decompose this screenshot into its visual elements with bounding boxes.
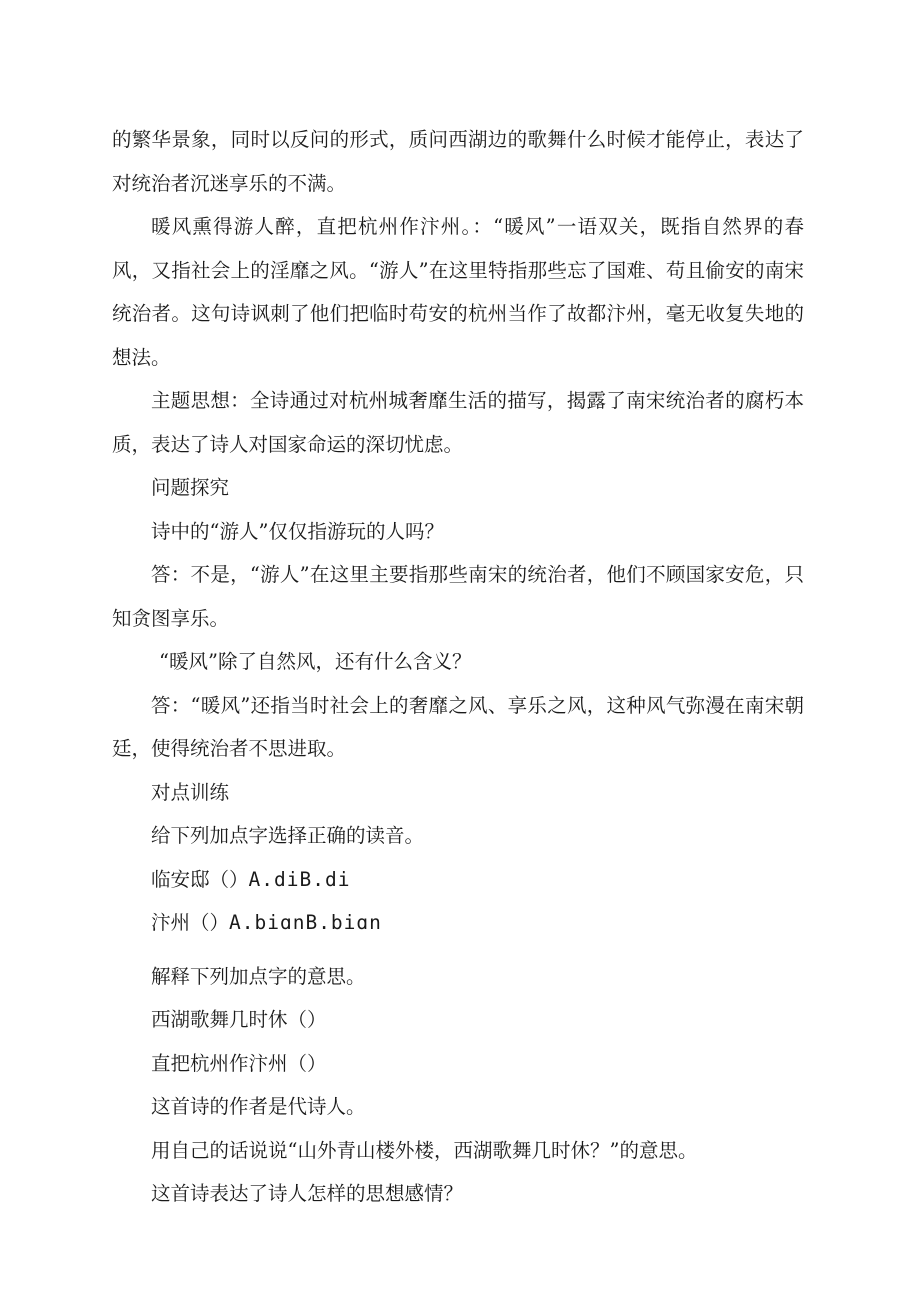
exercise-2-item-1: 西湖歌舞几时休（） (151, 1008, 327, 1031)
exercise-1-item-1-options: A.diB.di (248, 867, 351, 891)
answer-1: 答：不是，“游人”在这里主要指那些南宋的统治者，他们不顾国家安危，只知贪图享乐。 (112, 563, 804, 630)
paragraph-warm-wind-analysis: 暖风熏得游人醉，直把杭州作汴州。：“暖风”一语双关，既指自然界的春风，又指社会上的淫靡之风。“游人”在这里特指那些忘了国难、苟且偷安的南宋统治者。这句诗讽刺了他们把临时苟安的杭州当作了故都汴州，毫无收复失地的想法。 (112, 215, 804, 369)
exercise-4: 用自己的话说说“山外青山楼外楼，西湖歌舞几时休？”的意思。 (151, 1138, 698, 1162)
question-1: 诗中的“游人”仅仅指游玩的人吗？ (151, 519, 444, 543)
exercise-1-item-1-label: 临安邸（） (151, 867, 249, 891)
exercise-1-title: 给下列加点字选择正确的读音。 (151, 824, 425, 847)
section-heading-practice: 对点训练 (151, 780, 230, 804)
exercise-2-title: 解释下列加点字的意思。 (151, 964, 366, 988)
exercise-1-item-2-label: 汴州（） (151, 911, 230, 934)
exercise-3: 这首诗的作者是代诗人。 (151, 1095, 366, 1118)
document-body (112, 118, 804, 1216)
question-2: “暖风”除了自然风，还有什么含义？ (159, 650, 472, 673)
exercise-1-item-2-options: A.biɑnB.biɑn (229, 911, 382, 934)
exercise-1-item-1 (112, 858, 804, 902)
spacer (112, 945, 804, 955)
section-heading-inquiry: 问题探究 (151, 476, 230, 499)
exercise-2-item-2: 直把杭州作汴州（） (151, 1051, 327, 1075)
exercise-5: 这首诗表达了诗人怎样的思想感情？ (151, 1182, 464, 1205)
paragraph-continuation: 的繁华景象，同时以反问的形式，质问西湖边的歌舞什么时候才能停止，表达了对统治者沉迷享乐的不满。 (112, 128, 804, 195)
answer-2: 答：“暖风”还指当时社会上的奢靡之风、享乐之风，这种风气弥漫在南宋朝廷，使得统治者不思进取。 (112, 693, 804, 760)
exercise-1-item-2 (112, 901, 804, 945)
paragraph-theme: 主题思想：全诗通过对杭州城奢靡生活的描写，揭露了南宋统治者的腐朽本质，表达了诗人对国家命运的深切忧虑。 (112, 389, 804, 456)
